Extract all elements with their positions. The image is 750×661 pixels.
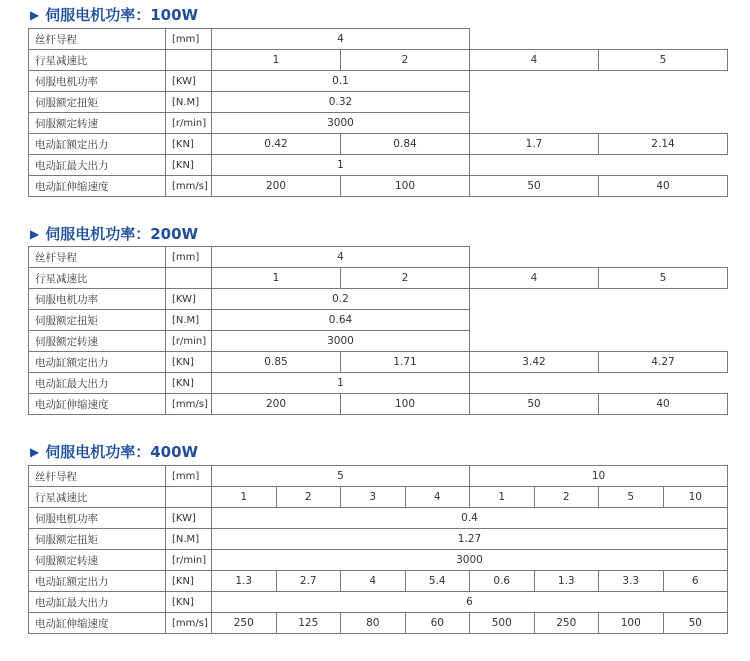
spec-table-400w	[28, 465, 728, 634]
table-row	[29, 247, 728, 268]
section-title-400w	[30, 441, 198, 463]
row-label: 伺服电机功率	[29, 71, 166, 92]
spec-table-100w	[28, 28, 728, 197]
row-unit: [N.M]	[166, 92, 212, 113]
table-cell: 3.3	[599, 571, 664, 592]
row-label: 电动缸额定出力	[29, 571, 166, 592]
table-cell: 2.14	[599, 134, 728, 155]
section-title-text: 伺服电机功率：200W	[45, 225, 199, 243]
table-cell: 10	[663, 487, 728, 508]
table-cell: 1.3	[534, 571, 599, 592]
row-unit: [KW]	[166, 289, 212, 310]
row-label: 电动缸伸缩速度	[29, 394, 166, 415]
table-cell: 3000	[212, 550, 728, 571]
section-title-100w	[30, 4, 198, 26]
table-cell: 5.4	[405, 571, 470, 592]
table-row	[29, 571, 728, 592]
row-label: 行星减速比	[29, 50, 166, 71]
row-label: 伺服电机功率	[29, 508, 166, 529]
row-label: 丝杆导程	[29, 29, 166, 50]
table-cell: 3	[341, 487, 406, 508]
table-cell: 100	[341, 394, 470, 415]
row-unit: [N.M]	[166, 310, 212, 331]
table-cell: 5	[599, 487, 664, 508]
row-unit: [mm]	[166, 466, 212, 487]
table-row	[29, 71, 728, 92]
row-label: 伺服电机功率	[29, 289, 166, 310]
table-cell: 4	[212, 29, 470, 50]
section-title-text: 伺服电机功率：100W	[45, 6, 199, 24]
row-label: 电动缸最大出力	[29, 155, 166, 176]
row-unit: [mm/s]	[166, 394, 212, 415]
table-row	[29, 310, 728, 331]
table-row	[29, 50, 728, 71]
row-label: 丝杆导程	[29, 466, 166, 487]
row-label: 电动缸最大出力	[29, 592, 166, 613]
table-cell: 50	[470, 394, 599, 415]
table-cell: 4	[212, 247, 470, 268]
table-cell: 0.4	[212, 508, 728, 529]
table-cell: 80	[341, 613, 406, 634]
row-unit: [mm/s]	[166, 176, 212, 197]
row-unit: [mm]	[166, 247, 212, 268]
table-cell: 5	[599, 50, 728, 71]
table-cell: 6	[663, 571, 728, 592]
row-unit: [KW]	[166, 508, 212, 529]
row-label: 丝杆导程	[29, 247, 166, 268]
row-unit: [r/min]	[166, 550, 212, 571]
row-label: 行星减速比	[29, 268, 166, 289]
table-cell: 0.84	[341, 134, 470, 155]
table-row	[29, 289, 728, 310]
table-cell: 6	[212, 592, 728, 613]
table-cell: 200	[212, 176, 341, 197]
row-label: 伺服额定扭矩	[29, 310, 166, 331]
table-cell: 250	[534, 613, 599, 634]
row-unit: [r/min]	[166, 331, 212, 352]
table-row	[29, 508, 728, 529]
table-cell: 4	[405, 487, 470, 508]
table-cell: 1.27	[212, 529, 728, 550]
table-cell: 60	[405, 613, 470, 634]
table-cell: 0.85	[212, 352, 341, 373]
spec-table-200w	[28, 246, 728, 415]
table-cell: 3000	[212, 113, 470, 134]
table-cell: 1	[212, 155, 470, 176]
table-cell: 4	[470, 50, 599, 71]
table-cell: 0.6	[470, 571, 535, 592]
table-row	[29, 550, 728, 571]
table-row	[29, 29, 728, 50]
row-unit	[166, 487, 212, 508]
table-cell: 1	[212, 373, 470, 394]
table-cell: 2	[276, 487, 341, 508]
table-cell: 4.27	[599, 352, 728, 373]
row-label: 伺服额定扭矩	[29, 92, 166, 113]
row-label: 伺服额定转速	[29, 550, 166, 571]
table-row	[29, 529, 728, 550]
table-row	[29, 592, 728, 613]
row-unit: [mm]	[166, 29, 212, 50]
table-cell: 1	[212, 268, 341, 289]
row-unit: [KW]	[166, 71, 212, 92]
table-cell: 2	[534, 487, 599, 508]
table-cell: 1	[212, 487, 277, 508]
row-label: 电动缸伸缩速度	[29, 613, 166, 634]
table-row	[29, 487, 728, 508]
table-row	[29, 113, 728, 134]
table-cell: 40	[599, 394, 728, 415]
table-row	[29, 394, 728, 415]
row-unit: [KN]	[166, 373, 212, 394]
row-label: 电动缸最大出力	[29, 373, 166, 394]
table-cell: 100	[599, 613, 664, 634]
table-cell: 125	[276, 613, 341, 634]
triangle-bullet-icon: ▶	[30, 8, 40, 22]
row-label: 电动缸额定出力	[29, 352, 166, 373]
table-cell: 100	[341, 176, 470, 197]
table-cell: 0.32	[212, 92, 470, 113]
section-title-text: 伺服电机功率：400W	[45, 443, 199, 461]
row-label: 行星减速比	[29, 487, 166, 508]
table-row	[29, 155, 728, 176]
table-cell: 500	[470, 613, 535, 634]
table-cell: 2.7	[276, 571, 341, 592]
row-unit	[166, 268, 212, 289]
row-unit: [KN]	[166, 592, 212, 613]
table-cell: 50	[663, 613, 728, 634]
row-unit: [KN]	[166, 571, 212, 592]
table-row	[29, 466, 728, 487]
table-row	[29, 92, 728, 113]
table-row	[29, 331, 728, 352]
section-title-200w	[30, 223, 198, 245]
table-cell: 1.7	[470, 134, 599, 155]
row-label: 伺服额定转速	[29, 331, 166, 352]
table-cell: 1	[212, 50, 341, 71]
table-cell: 1	[470, 487, 535, 508]
row-unit: [r/min]	[166, 113, 212, 134]
table-cell: 4	[341, 571, 406, 592]
row-unit: [KN]	[166, 134, 212, 155]
table-cell: 4	[470, 268, 599, 289]
row-label: 伺服额定转速	[29, 113, 166, 134]
triangle-bullet-icon: ▶	[30, 227, 40, 241]
table-cell: 3.42	[470, 352, 599, 373]
row-unit: [N.M]	[166, 529, 212, 550]
table-cell: 1.71	[341, 352, 470, 373]
table-cell: 40	[599, 176, 728, 197]
table-cell: 0.2	[212, 289, 470, 310]
table-cell: 10	[470, 466, 728, 487]
row-label: 伺服额定扭矩	[29, 529, 166, 550]
row-label: 电动缸伸缩速度	[29, 176, 166, 197]
table-cell: 2	[341, 50, 470, 71]
table-row	[29, 373, 728, 394]
table-cell: 0.1	[212, 71, 470, 92]
table-cell: 200	[212, 394, 341, 415]
table-cell: 0.42	[212, 134, 341, 155]
row-unit	[166, 50, 212, 71]
triangle-bullet-icon: ▶	[30, 445, 40, 459]
row-unit: [mm/s]	[166, 613, 212, 634]
table-cell: 250	[212, 613, 277, 634]
table-row	[29, 352, 728, 373]
table-cell: 3000	[212, 331, 470, 352]
table-cell: 5	[599, 268, 728, 289]
table-cell: 1.3	[212, 571, 277, 592]
table-cell: 2	[341, 268, 470, 289]
row-unit: [KN]	[166, 352, 212, 373]
table-cell: 0.64	[212, 310, 470, 331]
table-row	[29, 268, 728, 289]
row-label: 电动缸额定出力	[29, 134, 166, 155]
table-row	[29, 134, 728, 155]
table-row	[29, 613, 728, 634]
table-row	[29, 176, 728, 197]
table-cell: 5	[212, 466, 470, 487]
row-unit: [KN]	[166, 155, 212, 176]
table-cell: 50	[470, 176, 599, 197]
